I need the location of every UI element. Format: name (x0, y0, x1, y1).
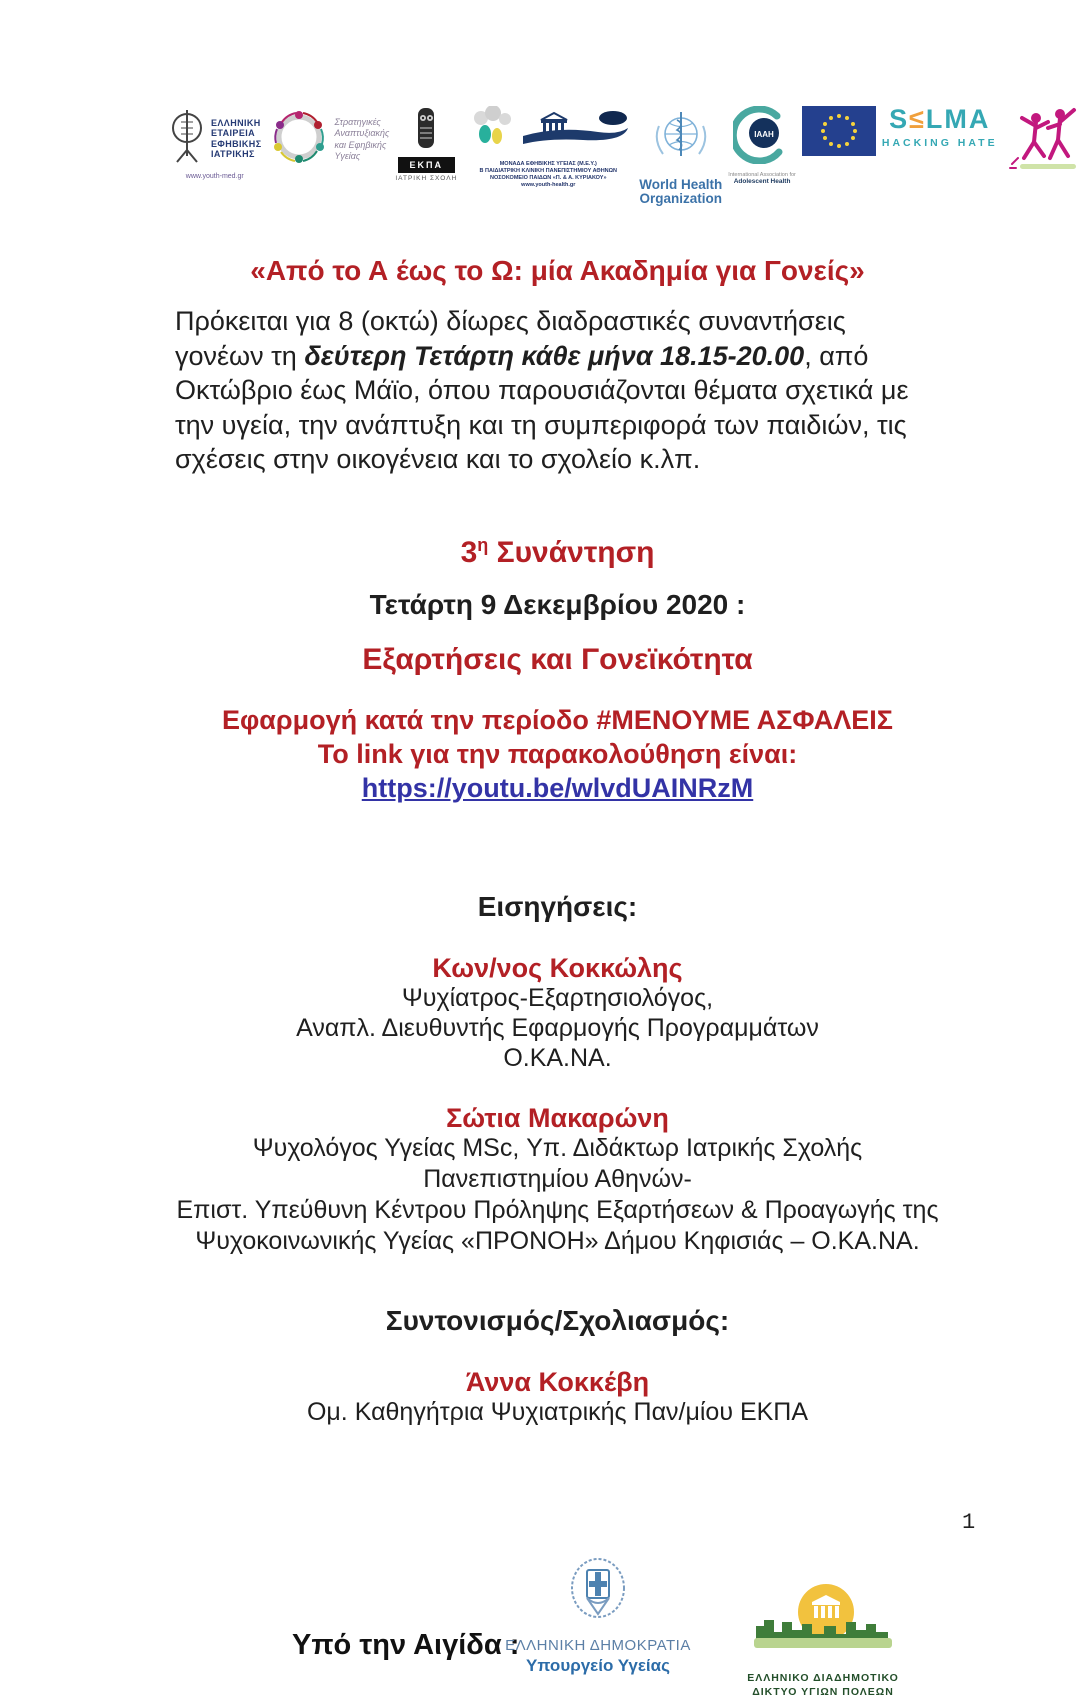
selma-tagline: HACKING HATE (881, 137, 998, 149)
speaker-block (175, 1103, 940, 1257)
speaker-title-line: Ψυχοκοινωνικής Υγείας «ΠΡΟΝΟΗ» Δήμου Κηφισιάς – Ο.ΚΑ.ΝΑ. (195, 1226, 920, 1255)
eu-flag-icon (802, 106, 876, 161)
who-emblem-icon (649, 106, 713, 175)
network-line2: ΔΙΚΤΥΟ ΥΓΙΩΝ ΠΟΛΕΩΝ (752, 1685, 894, 1698)
tree-circle-icon (168, 106, 206, 171)
intro-text-post: , από Οκτώβριο έως Μάϊο, όπου παρουσιάζονται θέματα σχετικά με την υγεία, την ανάπτυξη και τη συμπεριφορά των παιδιών, τις σχέσεις στην οικογένεια και το σχολείο κ.λπ. (175, 340, 909, 474)
speaker-title-line: Αναπλ. Διευθυντής Εφαρμογής Προγραμμάτων (296, 1013, 819, 1042)
youth-med-url: www.youth-med.gr (185, 173, 244, 180)
intro-text-bold-italic: δεύτερη Τετάρτη κάθε μήνα 18.15-20.00 (304, 340, 805, 371)
dancing-figures-logo (1004, 106, 1080, 183)
meeting-date: Τετάρτη 9 Δεκεμβρίου 2020 : (369, 588, 746, 620)
dancing-figures-icon (1004, 106, 1080, 183)
aegis-label: Υπό την Αιγίδα : (292, 1629, 520, 1661)
acropolis-icon (463, 106, 633, 159)
svg-text:IAAH: IAAH (754, 130, 774, 139)
intro-text-pre: Πρόκειται για 8 (οκτώ) δίωρες διαδραστικές συναντήσεις γονέων τη (175, 306, 846, 371)
meeting-link-line (175, 737, 940, 805)
iaah-sub-line: Adolescent Health (733, 178, 791, 185)
meeting-number-superscript: η (477, 534, 489, 555)
logo-text-line: ΕΦΗΒΙΚΗΣ (211, 138, 262, 149)
people-circle-icon (268, 106, 330, 173)
moderator-name: Άννα Κοκκέβη (465, 1366, 650, 1397)
logo-text-line: ΝΟΣΟΚΟΜΕΙΟ ΠΑΙΔΩΝ «Π. & Α. ΚΥΡΙΑΚΟΥ» (490, 174, 607, 181)
page-number: 1 (962, 1510, 976, 1535)
who-logo (639, 106, 722, 206)
adolescent-health-strategies-logo (268, 106, 390, 173)
meeting-block (175, 527, 940, 805)
who-text-line: World Health (639, 177, 723, 192)
who-text-line: Organization (639, 191, 723, 207)
iaah-sub-line: International Association for (728, 172, 796, 178)
speaker-name: Σώτια Μακαρώνη (446, 1102, 669, 1133)
hellenic-society-adolescent-medicine-logo (168, 106, 262, 180)
speaker-title-line: Επιστ. Υπεύθυνη Κέντρου Πρόληψης Εξαρτήσεων & Προαγωγής της (176, 1195, 939, 1224)
selma-letters: LMA (925, 104, 991, 134)
youtube-link[interactable]: https://youtu.be/wlvdUAINRzM (361, 772, 754, 803)
intro-paragraph (175, 304, 940, 477)
link-label: Το link για την παρακολούθηση είναι: (317, 738, 798, 769)
moderator-title-line: Ομ. Καθηγήτρια Ψυχιατρικής Παν/μίου ΕΚΠΑ (306, 1397, 809, 1426)
ekpa-medical-school-logo (395, 106, 457, 182)
ministry-of-health-logo (498, 1556, 698, 1676)
speaker-title-line: Ψυχίατρος-Εξαρτησιολόγος, (401, 983, 714, 1012)
logo-text-line: Στρατηγικές (334, 117, 381, 127)
owl-icon (413, 106, 439, 155)
meeting-topic: Εξαρτήσεις και Γονεϊκότητα (362, 642, 753, 676)
moderator-block (175, 1367, 940, 1427)
logo-text-line: ΕΤΑΙΡΕΙΑ (211, 128, 256, 139)
ekpa-sub-label: ΙΑΤΡΙΚΗ ΣΧΟΛΗ (395, 175, 458, 182)
ministry-line1: ΕΛΛΗΝΙΚΗ ΔΗΜΟΚΡΑΤΙΑ (505, 1637, 691, 1654)
iaah-crescent-icon (733, 106, 791, 169)
speaker-title-line: Ο.ΚΑ.ΝΑ. (503, 1043, 612, 1072)
selma-letter: S (889, 104, 910, 134)
logo-text-line: και Εφηβικής (334, 139, 387, 150)
network-line1: ΕΛΛΗΝΙΚΟ ΔΙΑΔΗΜΟΤΙΚΟ (747, 1672, 899, 1684)
iaah-logo (728, 106, 796, 185)
greek-republic-emblem-icon (567, 1556, 629, 1631)
logo-text-line: ΜΟΝΑΔΑ ΕΦΗΒΙΚΗΣ ΥΓΕΙΑΣ (Μ.Ε.Υ.) (499, 161, 597, 167)
logo-text-line: Β ΠΑΙΔΙΑΤΡΙΚΗ ΚΛΙΝΙΚΗ ΠΑΝΕΠΙΣΤΗΜΙΟΥ ΑΘΗΝΩΝ (479, 167, 618, 174)
selma-logo (882, 106, 998, 149)
healthy-cities-network-logo (738, 1578, 908, 1699)
youth-health-url: www.youth-health.gr (521, 181, 576, 188)
speaker-block (175, 953, 940, 1073)
ministry-line2: Υπουργείο Υγείας (526, 1656, 670, 1675)
eu-flag-logo (802, 106, 876, 161)
selma-lessthan-icon: ≤ (909, 104, 926, 134)
speaker-title-line: Ψυχολόγος Υγείας MSc, Υπ. Διδάκτωρ Ιατρικής Σχολής Πανεπιστημίου Αθηνών- (252, 1133, 863, 1193)
document-title: «Από το Α έως το Ω: μία Ακαδημία για Γονείς» (250, 255, 865, 286)
ekpa-label: ΕΚΠΑ (398, 157, 456, 173)
header-logo-strip (168, 104, 998, 210)
speaker-name: Κων/νος Κοκκώλης (432, 952, 683, 983)
meeting-label: Συνάντηση (488, 535, 655, 569)
adolescent-health-unit-logo (463, 106, 633, 189)
speakers-heading: Εισηγήσεις: (477, 890, 638, 922)
logo-text-line: ΕΛΛΗΝΙΚΗ (211, 118, 261, 129)
logo-text-line: Υγείας (334, 150, 361, 161)
logo-text-line: ΙΑΤΡΙΚΗΣ (211, 148, 255, 159)
meeting-number-heading: $3^\eta$ Συνάντηση (460, 534, 655, 569)
meeting-application-note: Εφαρμογή κατά την περίοδο #ΜΕΝΟΥΜΕ ΑΣΦΑΛΕΙΣ (221, 704, 894, 735)
moderation-heading: Συντονισμός/Σχολιασμός: (385, 1304, 730, 1336)
logo-text-line: Αναπτυξιακής (334, 128, 390, 139)
